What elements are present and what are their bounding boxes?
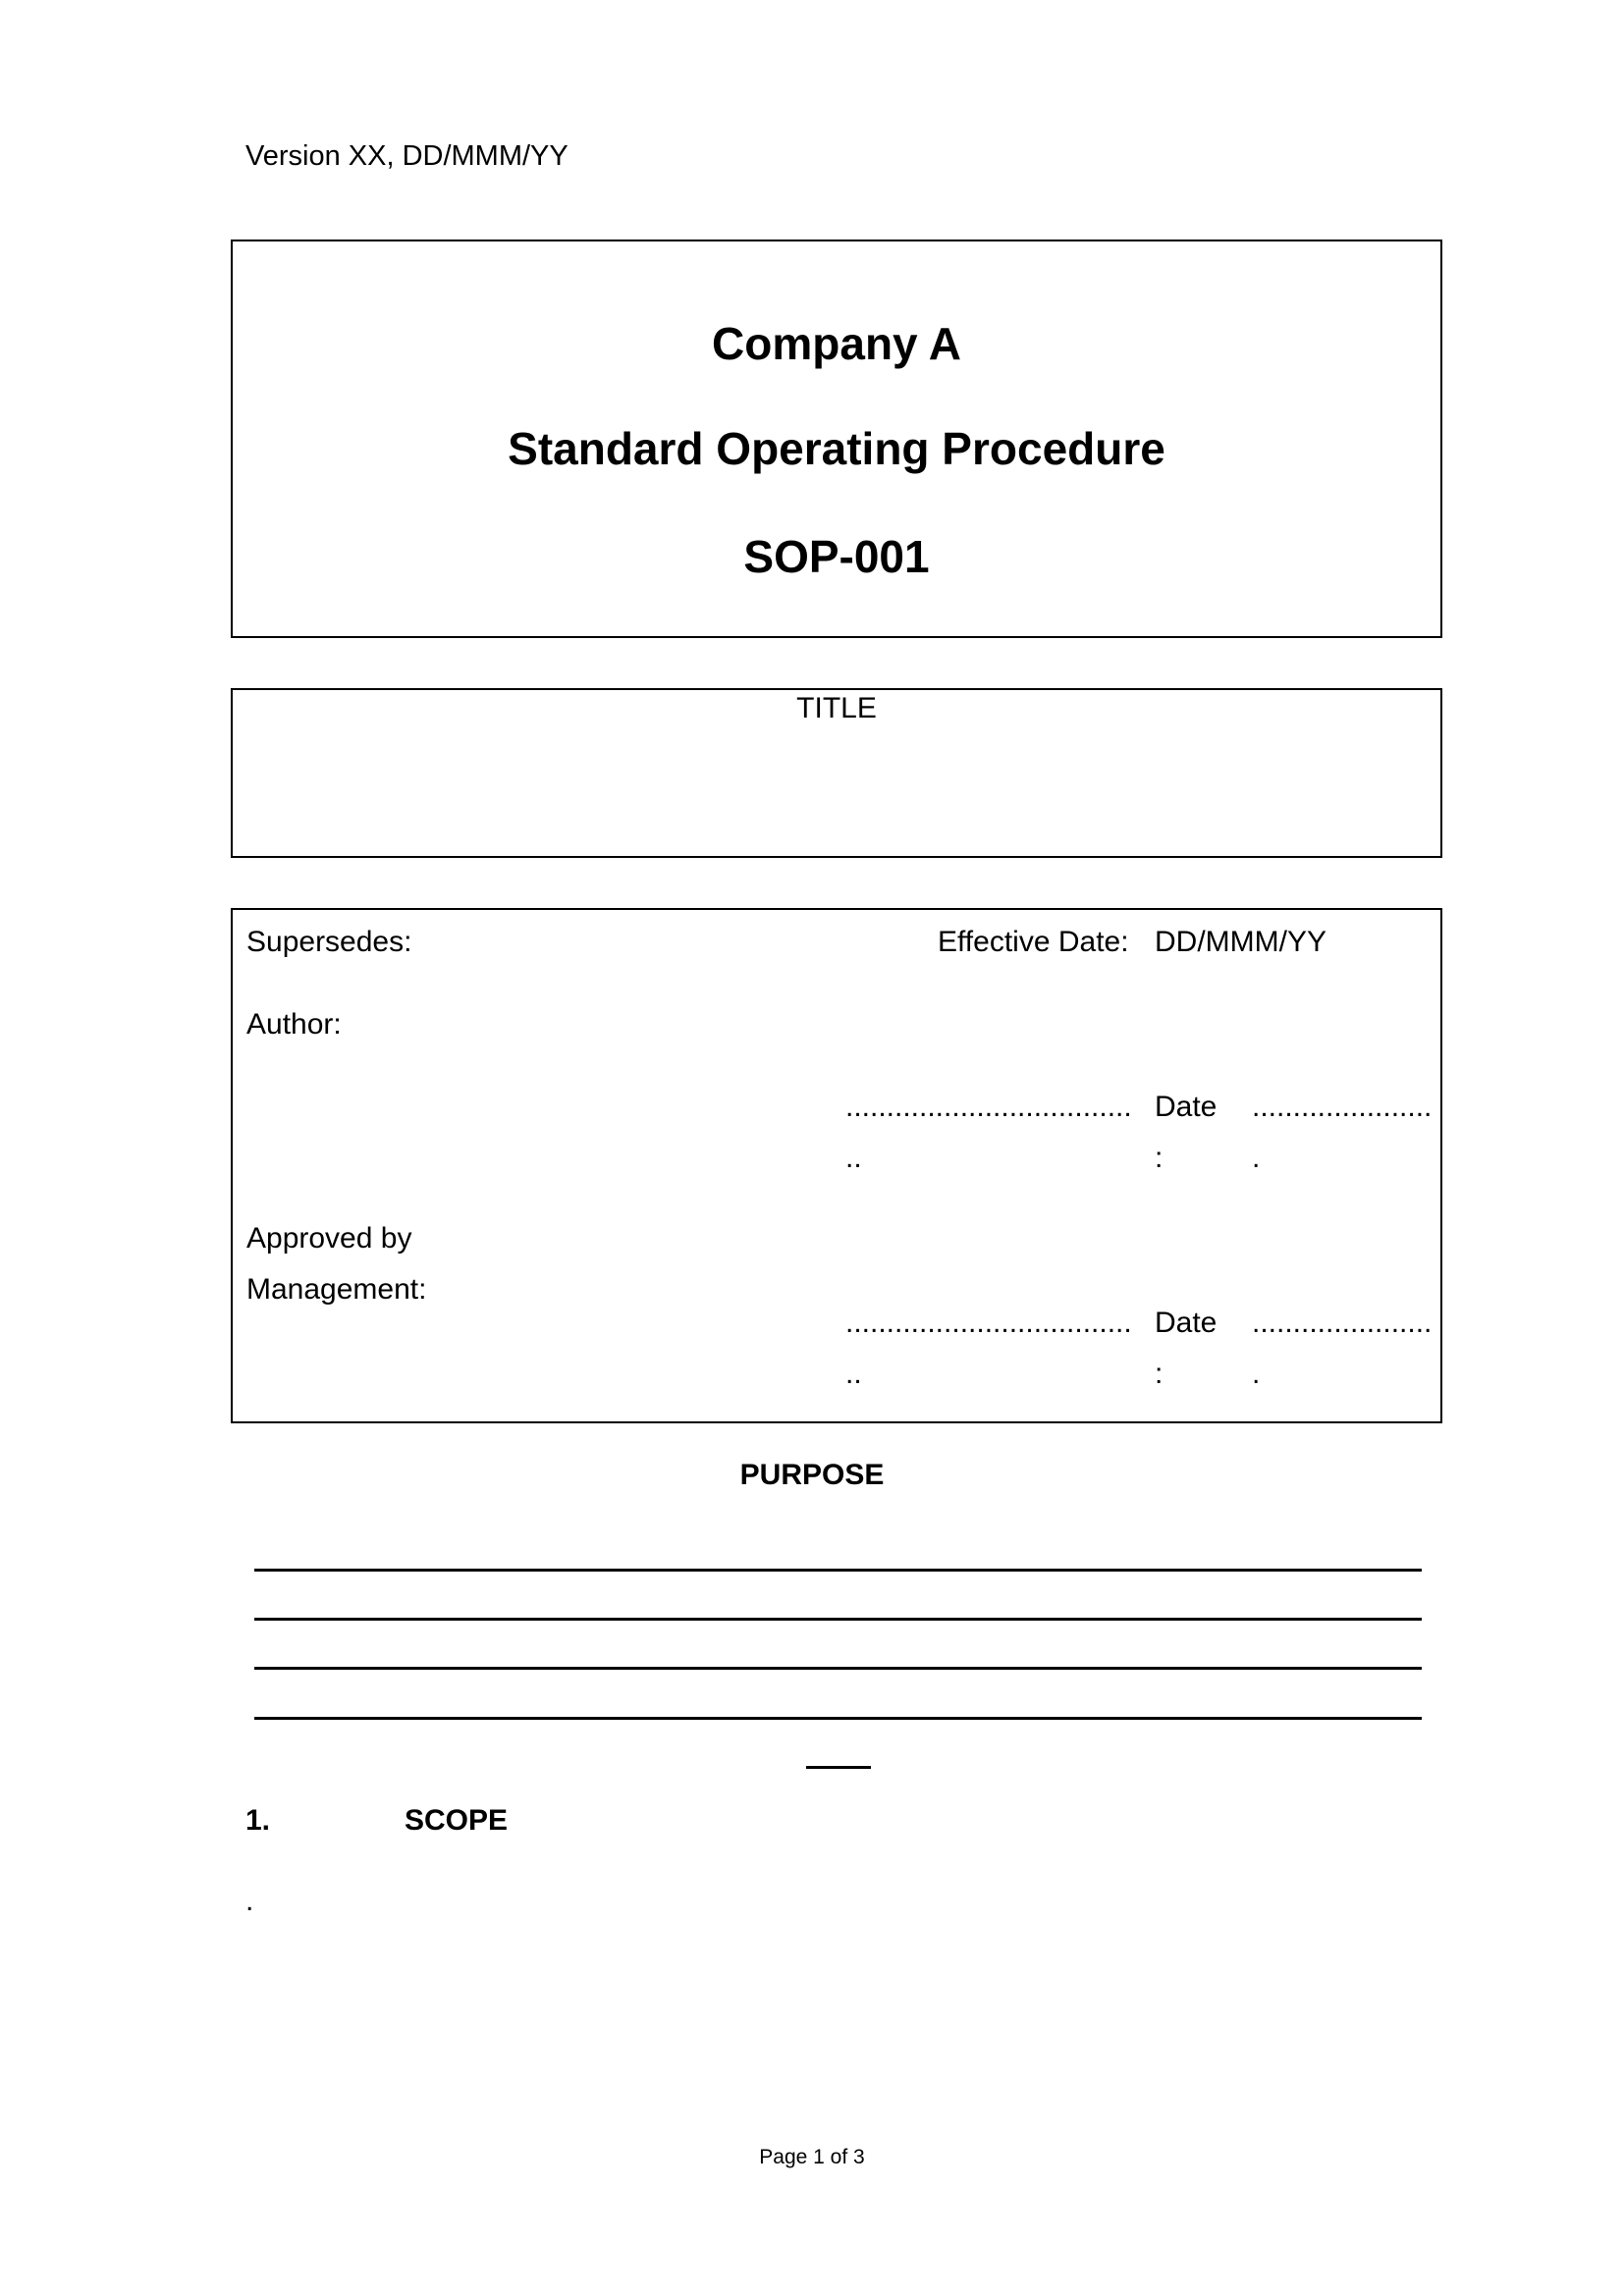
title-label: TITLE [796,692,877,724]
scope-number: 1. [245,1804,271,1837]
purpose-short-line [806,1766,871,1769]
document-number: SOP-001 [743,531,930,582]
purpose-line-1 [254,1569,1422,1572]
approved-by-label: Approved by [246,1222,412,1255]
document-type: Standard Operating Procedure [508,423,1165,474]
effective-date-label: Effective Date: [938,926,1129,958]
approval-signature-dots-wrap: .. [845,1358,862,1390]
author-date-dots: ...................... [1252,1091,1433,1123]
management-label: Management: [246,1273,427,1306]
header-box [231,240,1442,638]
scope-heading: SCOPE [405,1804,509,1837]
title-box [231,688,1442,858]
approval-date-dots-wrap: . [1252,1358,1261,1390]
author-date-label: Date [1155,1091,1218,1123]
approval-date-dots: ...................... [1252,1307,1433,1339]
supersedes-label: Supersedes: [246,926,412,958]
author-signature-dots-wrap: .. [845,1142,862,1174]
page-number: Page 1 of 3 [759,2146,865,2168]
author-date-colon: : [1155,1142,1164,1174]
author-signature-dots: ................................... [845,1091,1132,1123]
author-label: Author: [246,1008,342,1041]
author-date-dots-wrap: . [1252,1142,1261,1174]
purpose-heading: PURPOSE [739,1459,885,1491]
company-name: Company A [712,318,961,369]
effective-date-value: DD/MMM/YY [1155,926,1326,958]
approval-signature-dots: ................................... [845,1307,1132,1339]
approval-date-label: Date [1155,1307,1218,1339]
purpose-line-3 [254,1667,1422,1670]
version-line: Version XX, DD/MMM/YY [245,140,568,172]
purpose-line-2 [254,1618,1422,1621]
purpose-line-4 [254,1717,1422,1720]
info-box [231,908,1442,1423]
approval-date-colon: : [1155,1358,1164,1390]
scope-text: . [245,1885,254,1917]
